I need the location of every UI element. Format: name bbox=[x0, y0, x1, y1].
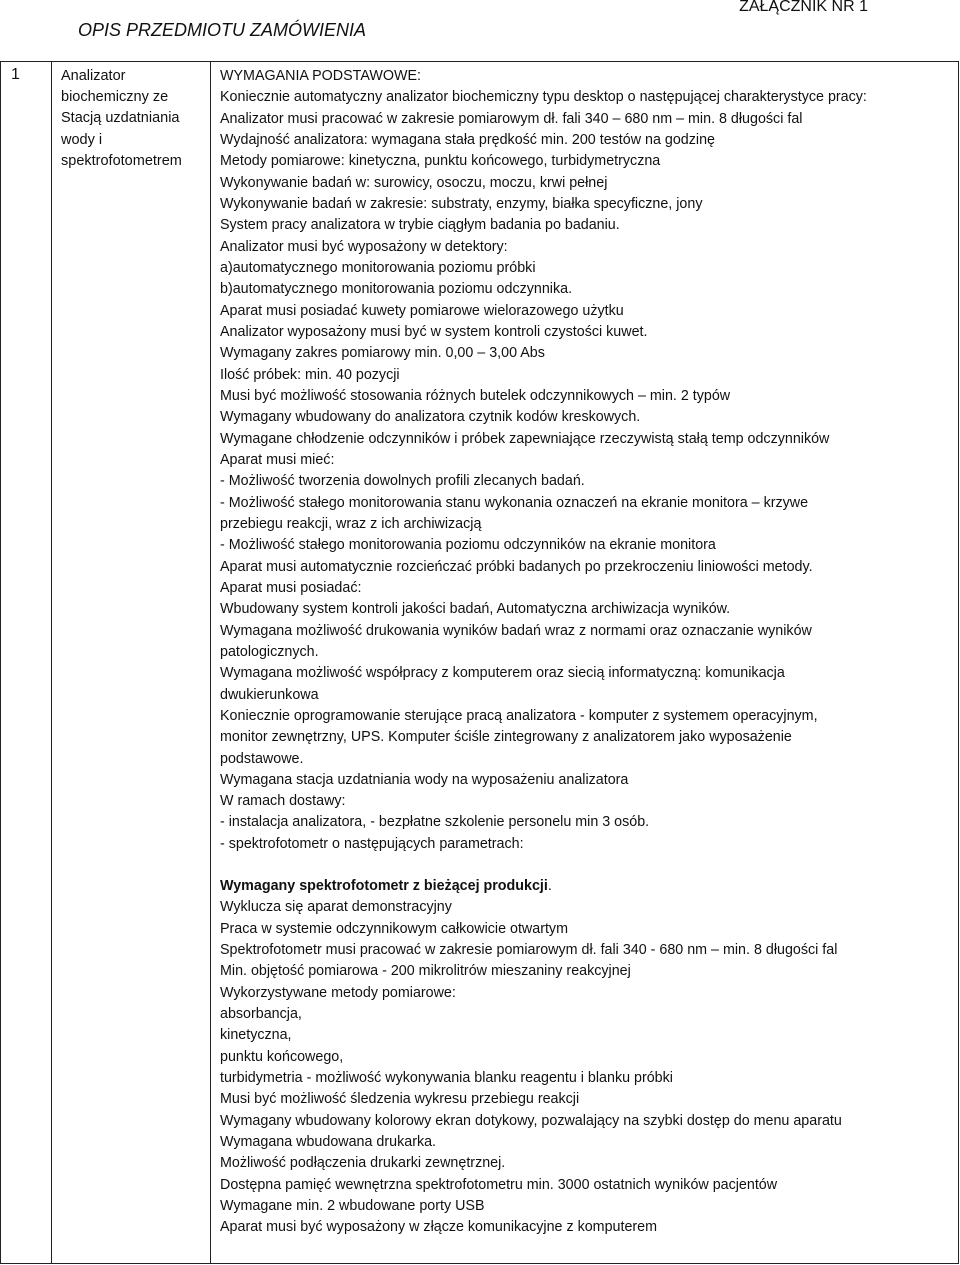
requirement-line: Metody pomiarowe: kinetyczna, punktu końcowego, turbidymetryczna bbox=[220, 153, 661, 170]
requirement-line: Wydajność analizatora: wymagana stała prędkość min. 200 testów na godzinę bbox=[220, 131, 715, 148]
requirement-line: Praca w systemie odczynnikowym całkowicie otwartym bbox=[220, 920, 568, 937]
requirement-line: patologicznych. bbox=[220, 643, 319, 660]
document-title: OPIS PRZEDMIOTU ZAMÓWIENIA bbox=[78, 20, 367, 40]
specification-table bbox=[0, 61, 959, 1264]
item-name: Analizator biochemiczny ze Stacją uzdatniania wody i spektrofotometrem bbox=[61, 68, 182, 169]
requirement-line: Spektrofotometr musi pracować w zakresie pomiarowym dł. fali 340 - 680 nm – min. 8 długości fal bbox=[220, 942, 838, 959]
requirement-line: Min. objętość pomiarowa - 200 mikrolitrów mieszaniny reakcyjnej bbox=[220, 963, 631, 980]
requirement-line: Aparat musi być wyposażony w złącze komunikacyjne z komputerem bbox=[220, 1219, 658, 1236]
requirement-line: Wykorzystywane metody pomiarowe: bbox=[220, 984, 456, 1001]
requirement-line: Musi być możliwość stosowania różnych butelek odczynnikowych – min. 2 typów bbox=[220, 387, 731, 404]
requirement-line: WYMAGANIA PODSTAWOWE: bbox=[220, 68, 421, 84]
requirement-line: System pracy analizatora w trybie ciągłym badania po badaniu. bbox=[220, 217, 620, 234]
requirement-line: Analizator musi pracować w zakresie pomiarowym dł. fali 340 – 680 nm – min. 8 długości fal bbox=[220, 110, 803, 127]
requirement-line: podstawowe. bbox=[220, 750, 304, 767]
requirement-line: Wykonywanie badań w zakresie: substraty, enzymy, białka specyficzne, jony bbox=[220, 195, 703, 212]
requirement-line: Analizator musi być wyposażony w detektory: bbox=[220, 238, 508, 255]
requirement-line: Musi być możliwość śledzenia wykresu przebiegu reakcji bbox=[220, 1091, 580, 1108]
requirement-line: Wykonywanie badań w: surowicy, osoczu, moczu, krwi pełnej bbox=[220, 174, 608, 191]
requirement-line: dwukierunkowa bbox=[220, 686, 319, 703]
requirement-line: Wymagana możliwość drukowania wyników badań wraz z normami oraz oznaczanie wyników bbox=[220, 622, 812, 639]
requirement-line: Analizator wyposażony musi być w system kontroli czystości kuwet. bbox=[220, 323, 648, 340]
requirement-line: Aparat musi posiadać kuwety pomiarowe wielorazowego użytku bbox=[220, 302, 624, 319]
requirement-line: Wymagany zakres pomiarowy min. 0,00 – 3,00 Abs bbox=[220, 345, 545, 362]
requirement-line: - spektrofotometr o następujących parametrach: bbox=[220, 835, 524, 852]
requirement-line: Wymagana możliwość współpracy z komputerem oraz siecią informatyczną: komunikacja bbox=[220, 665, 785, 682]
requirement-line: Ilość próbek: min. 40 pozycji bbox=[220, 366, 400, 383]
requirement-line: Koniecznie oprogramowanie sterujące pracą analizatora - komputer z systemem operacyjnym, bbox=[220, 707, 818, 724]
requirement-line: b)automatycznego monitorowania poziomu odczynnika. bbox=[220, 281, 573, 298]
requirement-line: monitor zewnętrzny, UPS. Komputer ściśle zintegrowany z analizatorem jako wyposażenie bbox=[220, 729, 792, 746]
requirement-line: W ramach dostawy: bbox=[220, 793, 346, 810]
requirement-line: Wbudowany system kontroli jakości badań, Automatyczna archiwizacja wyników. bbox=[220, 601, 731, 618]
requirement-line: przebiegu reakcji, wraz z ich archiwizacją bbox=[220, 515, 482, 532]
requirement-line: a)automatycznego monitorowania poziomu próbki bbox=[220, 259, 536, 276]
requirement-line: Możliwość podłączenia drukarki zewnętrznej. bbox=[220, 1155, 506, 1172]
requirement-line: Wyklucza się aparat demonstracyjny bbox=[220, 899, 452, 916]
requirement-line: Wymagany wbudowany do analizatora czytnik kodów kreskowych. bbox=[220, 409, 641, 426]
requirement-line: kinetyczna, bbox=[220, 1027, 292, 1044]
spectrophotometer-heading-bold: Wymagany spektrofotometr z bieżącej produkcji bbox=[220, 878, 548, 895]
requirement-line: turbidymetria - możliwość wykonywania blanku reagentu i blanku próbki bbox=[220, 1070, 673, 1087]
requirement-line: Aparat musi posiadać: bbox=[220, 579, 362, 596]
spectrophotometer-heading-dot: . bbox=[547, 878, 552, 895]
requirement-line: - instalacja analizatora, - bezpłatne szkolenie personelu min 3 osób. bbox=[220, 814, 650, 831]
table-row bbox=[1, 62, 959, 1264]
attachment-label: ZAŁĄCZNIK NR 1 bbox=[739, 0, 868, 15]
requirement-line: Koniecznie automatyczny analizator biochemiczny typu desktop o następującej charakterystyce pracy: bbox=[220, 89, 867, 106]
requirement-line: absorbancja, bbox=[220, 1006, 302, 1023]
requirements-basic bbox=[220, 66, 958, 855]
requirement-line: Wymagana wbudowana drukarka. bbox=[220, 1134, 437, 1151]
requirement-line: Wymagana stacja uzdatniania wody na wyposażeniu analizatora bbox=[220, 771, 629, 788]
item-name-cell bbox=[52, 62, 211, 1264]
requirement-line: - Możliwość stałego monitorowania poziomu odczynników na ekranie monitora bbox=[220, 537, 716, 554]
requirement-line: Aparat musi automatycznie rozcieńczać próbki badanych po przekroczeniu liniowości metody. bbox=[220, 558, 813, 575]
requirement-line: punktu końcowego, bbox=[220, 1048, 344, 1065]
description-cell bbox=[211, 62, 959, 1264]
requirement-line: Aparat musi mieć: bbox=[220, 451, 335, 468]
requirement-line: Wymagane min. 2 wbudowane porty USB bbox=[220, 1198, 485, 1215]
requirement-line: - Możliwość stałego monitorowania stanu wykonania oznaczeń na ekranie monitora – krzywe bbox=[220, 494, 809, 511]
row-number-cell bbox=[1, 62, 52, 1264]
requirements-spectrophotometer bbox=[220, 897, 958, 1238]
requirement-line: - Możliwość tworzenia dowolnych profili zlecanych badań. bbox=[220, 473, 585, 490]
spectrophotometer-heading bbox=[220, 876, 958, 897]
requirement-line: Dostępna pamięć wewnętrzna spektrofotometru min. 3000 ostatnich wyników pacjentów bbox=[220, 1176, 778, 1193]
requirement-line: Wymagany wbudowany kolorowy ekran dotykowy, pozwalający na szybki dostęp do menu aparatu bbox=[220, 1112, 842, 1129]
requirement-line: Wymagane chłodzenie odczynników i próbek zapewniające rzeczywistą stałą temp odczynników bbox=[220, 430, 830, 447]
spacer bbox=[220, 855, 958, 876]
row-number: 1 bbox=[11, 66, 20, 83]
